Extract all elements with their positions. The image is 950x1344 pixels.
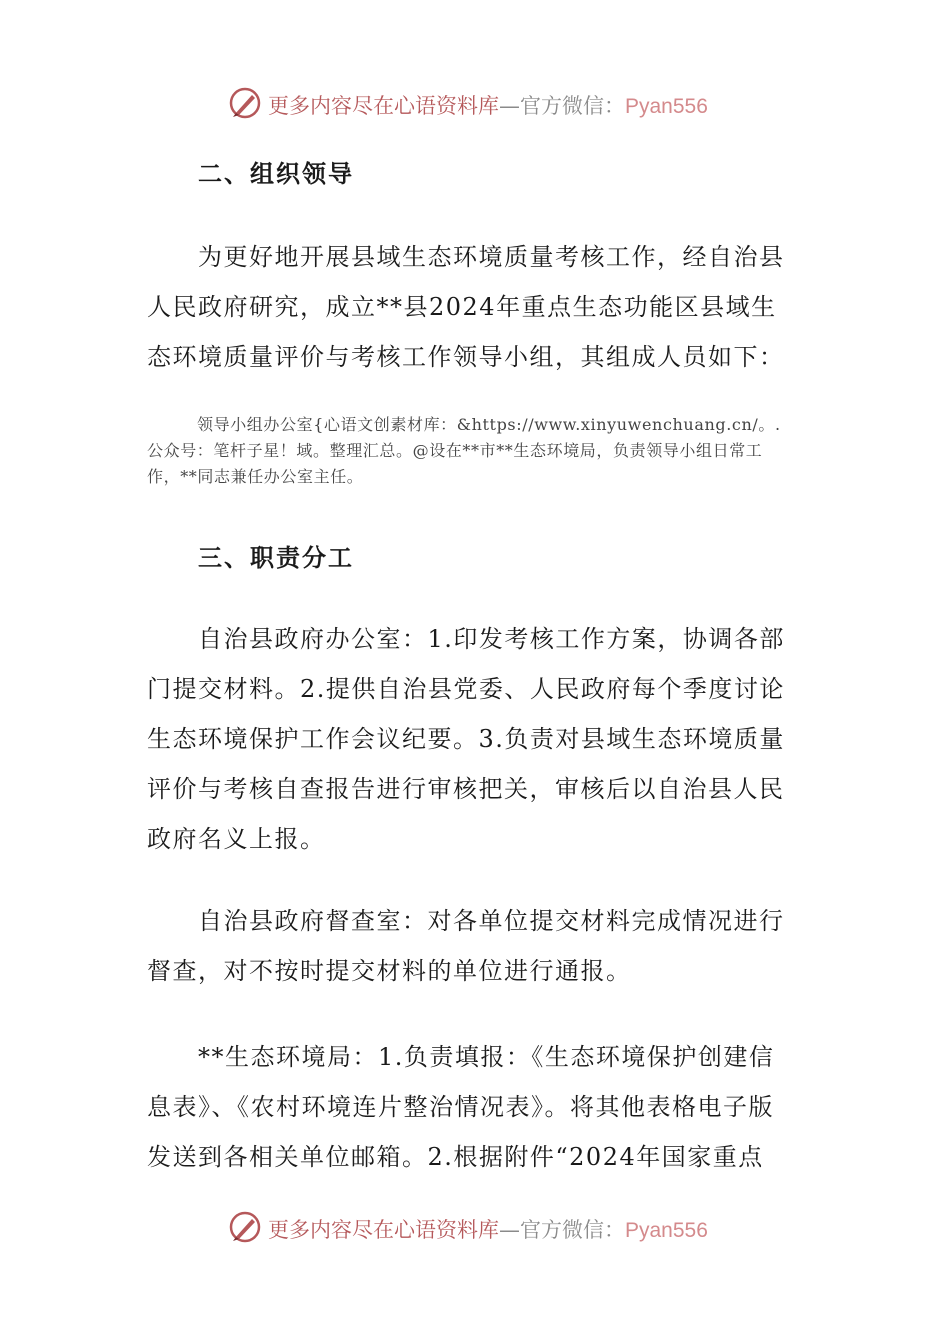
footer-banner (0, 1208, 950, 1248)
banner-wechat-label: —官方微信： (499, 1218, 625, 1242)
pen-logo-icon (228, 1210, 262, 1244)
banner-brand: 更多内容尽在心语资料库 (268, 1218, 499, 1242)
paragraph-gov-office: 自治县政府办公室：1.印发考核工作方案，协调各部门提交材料。2.提供自治县党委、人民政府每个季度讨论生态环境保护工作会议纪要。3.负责对县域生态环境质量评价与考核自查报告进行审核把关，审核后以自治县人民政府名义上报。 (147, 625, 785, 853)
banner-wechat-label: —官方微信： (499, 94, 625, 118)
banner-text (268, 1214, 708, 1244)
paragraph-supervision-office: 自治县政府督查室：对各单位提交材料完成情况进行督查，对不按时提交材料的单位进行通报。 (147, 907, 785, 985)
header-banner (0, 84, 950, 124)
pen-logo-icon (228, 86, 262, 120)
paragraph-organization: 为更好地开展县域生态环境质量考核工作，经自治县人民政府研究，成立**县2024年重点生态功能区县域生态环境质量评价与考核工作领导小组，其组成人员如下： (147, 243, 785, 371)
banner-brand: 更多内容尽在心语资料库 (268, 94, 499, 118)
banner-wechat-id: Pyan556 (625, 1219, 708, 1242)
office-note: 领导小组办公室{心语文创素材库：&https://www.xinyuwenchuang.cn/。.公众号：笔杆子星！域。整理汇总。@设在**市**生态环境局，负责领导小组日常工作，**同志兼任办公室主任。 (147, 415, 781, 486)
section-heading-organization: 二、组织领导 (198, 160, 354, 188)
banner-text (268, 90, 708, 120)
banner-wechat-id: Pyan556 (625, 95, 708, 118)
section-heading-duties: 三、职责分工 (198, 544, 354, 572)
paragraph-eco-bureau: **生态环境局：1.负责填报：《生态环境保护创建信息表》、《农村环境连片整治情况表》。将其他表格电子版发送到各相关单位邮箱。2.根据附件“2024年国家重点 (147, 1043, 775, 1171)
